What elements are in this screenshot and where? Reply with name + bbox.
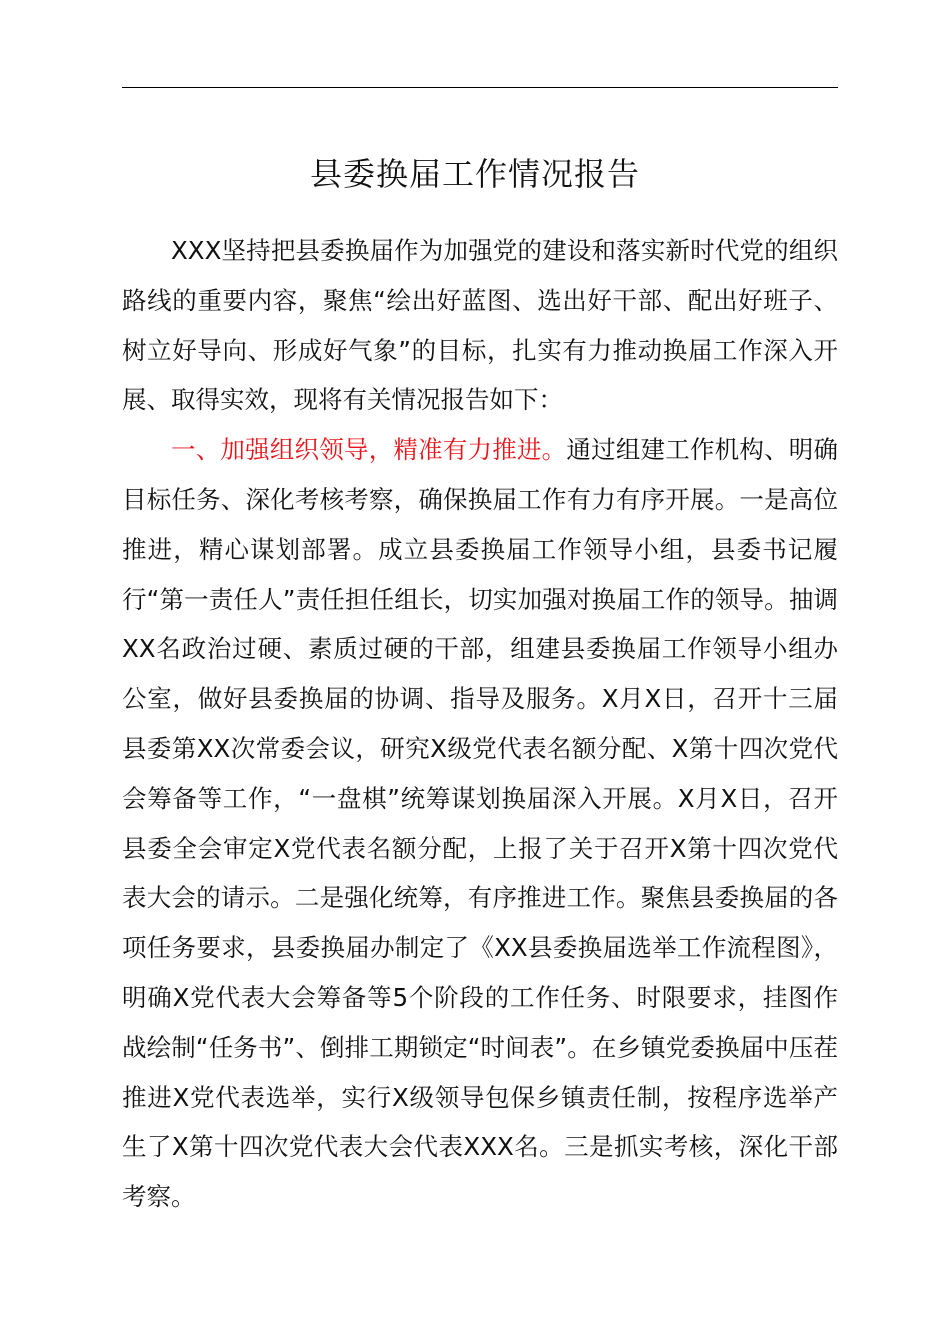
section-1-body: 通过组建工作机构、明确目标任务、深化考核考察，确保换届工作有力有序开展。一是高位推进，精心谋划部署。成立县委换届工作领导小组，县委书记履行“第一责任人”责任担任组长，切实加强对换届工作的领导。抽调XX名政治过硬、素质过硬的干部，组建县委换届工作领导小组办公室，做好县委换届的协调、指导及服务。X月X日，召开十三届县委第XX次常委会议，研究X级党代表名额分配、X第十四次党代会筹备等工作，“一盘棋”统筹谋划换届深入开展。X月X日，召开县委全会审定X党代表名额分配，上报了关于召开X第十四次党代表大会的请示。二是强化统筹，有序推进工作。聚焦县委换届的各项任务要求，县委换届办制定了《XX县委换届选举工作流程图》，明确X党代表大会筹备等5个阶段的工作任务、时限要求，挂图作战绘制“任务书”、倒排工期锁定“时间表”。在乡镇党委换届中压茬推进X党代表选举，实行X级领导包保乡镇责任制，按程序选举产生了X第十四次党代表大会代表XXX名。三是抓实考核，深化干部考察。 (122, 435, 839, 1212)
document-body (122, 226, 838, 1222)
document-title: 县委换届工作情况报告 (309, 155, 640, 193)
section-1-heading: 一、加强组织领导，精准有力推进。 (171, 435, 567, 465)
intro-paragraph: XXX坚持把县委换届作为加强党的建设和落实新时代党的组织路线的重要内容，聚焦“绘出好蓝图、选出好干部、配出好班子、树立好导向、形成好气象”的目标，扎实有力推动换届工作深入开展、取得实效，现将有关情况报告如下： (122, 236, 838, 415)
header-rule (122, 87, 838, 88)
section-1-paragraph (122, 425, 838, 1222)
